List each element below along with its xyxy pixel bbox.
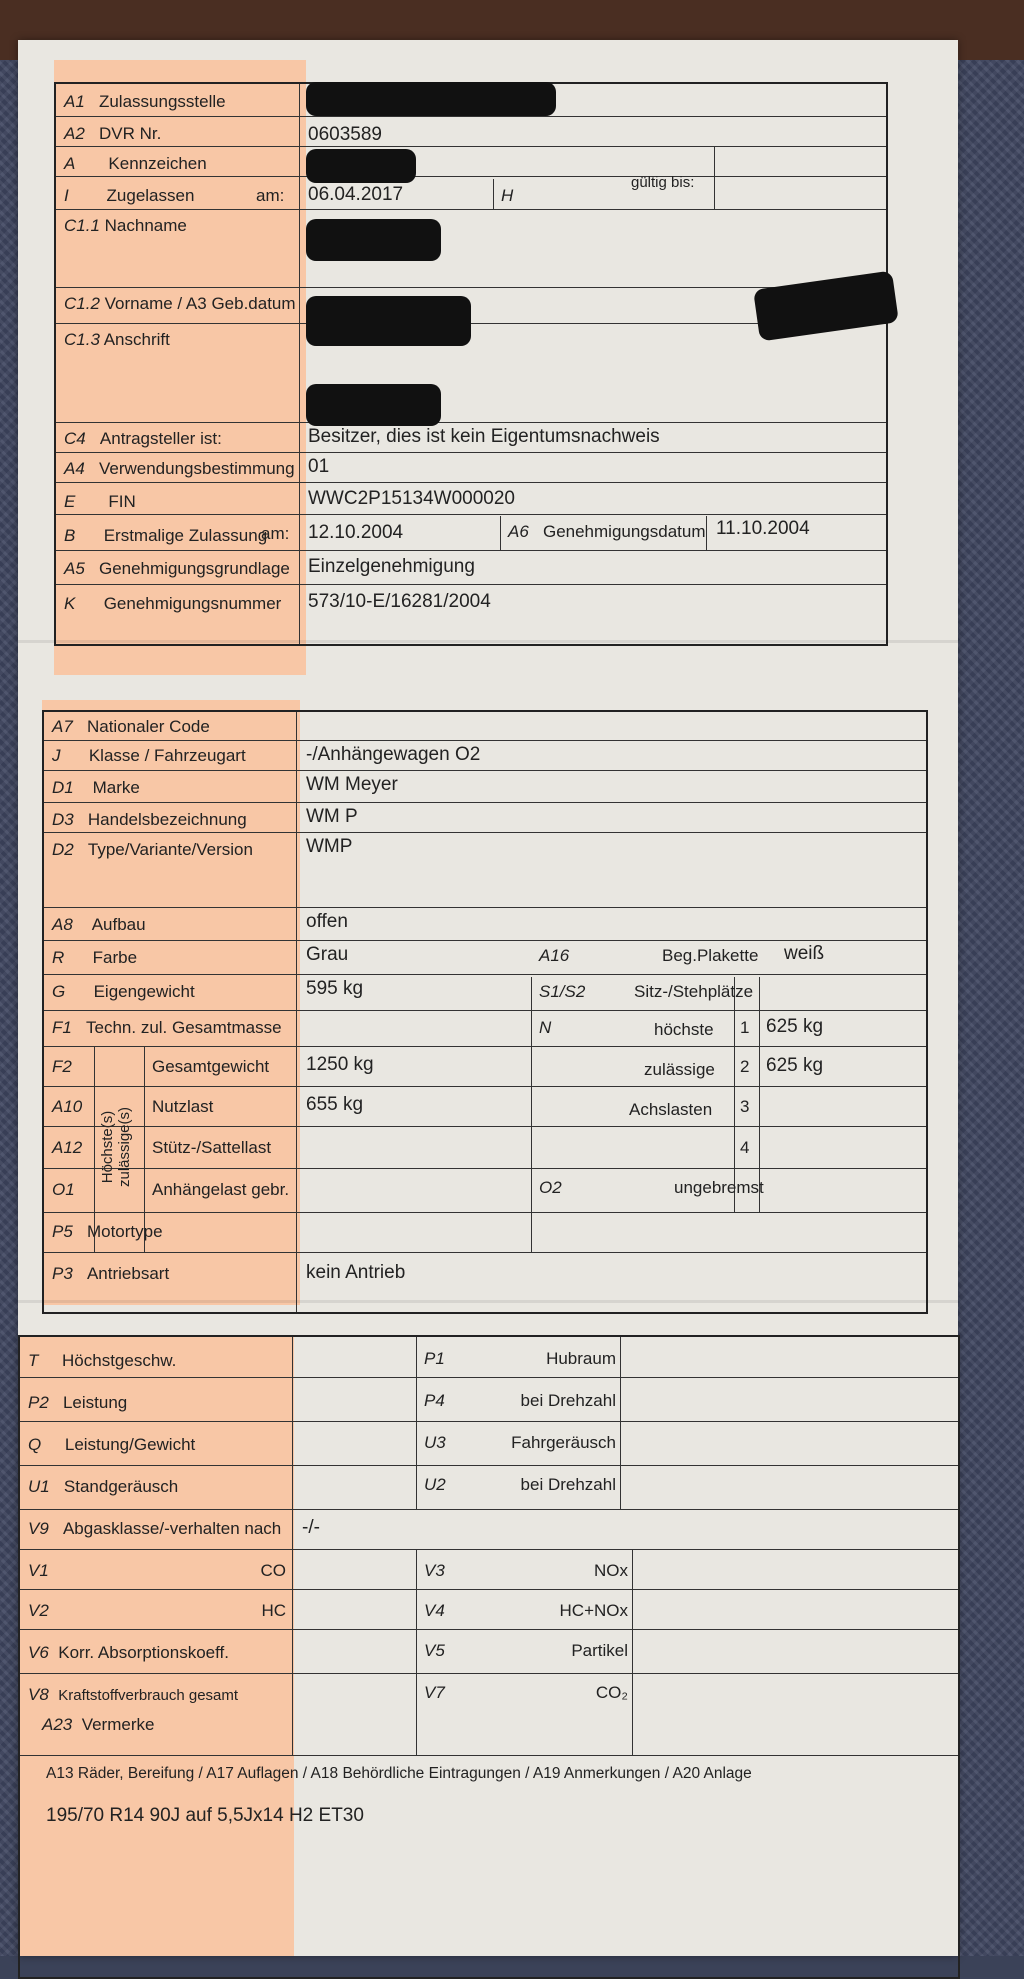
value-dvr: 0603589 — [308, 124, 382, 145]
label-ungebremst: ungebremst — [674, 1178, 764, 1197]
label-fin: FIN — [108, 492, 136, 511]
code-o2: O2 — [539, 1178, 562, 1197]
code-p4: P4 — [424, 1391, 445, 1410]
label-genehmigungsgrundlage: Genehmigungsgrundlage — [98, 559, 290, 578]
label-verwendung: Verwendungsbestimmung — [98, 459, 295, 478]
value-marke: WM Meyer — [306, 774, 398, 795]
code-a16: A16 — [539, 946, 570, 965]
label-eigengewicht: Eigengewicht — [93, 982, 195, 1001]
label-gesamtmasse: Techn. zul. Gesamtmasse — [86, 1018, 282, 1037]
code-k: K — [64, 594, 76, 613]
label-zulassungsstelle: Zulassungsstelle — [98, 92, 226, 111]
label-hoechstgeschw: Höchstgeschw. — [62, 1351, 177, 1370]
code-n: N — [539, 1018, 552, 1037]
code-p5: P5 — [52, 1222, 73, 1241]
value-abgasklasse: -/- — [302, 1517, 320, 1538]
label-nachname: Nachname — [104, 216, 187, 235]
code-a8: A8 — [52, 915, 73, 934]
label-handelsbezeichnung: Handelsbezeichnung — [87, 810, 247, 829]
label-zulaessige-n: zulässige — [644, 1060, 715, 1079]
registration-document — [18, 40, 958, 1956]
code-c13: C1.3 — [64, 330, 100, 349]
value-verwendung: 01 — [308, 456, 330, 477]
code-v1: V1 — [28, 1561, 49, 1580]
label-motortype: Motortype — [86, 1222, 163, 1241]
label-anhaengelast: Anhängelast gebr. — [152, 1180, 290, 1199]
code-g: G — [52, 982, 66, 1001]
code-v5: V5 — [424, 1641, 445, 1660]
value-zugelassen: 06.04.2017 — [308, 184, 404, 205]
label-aufbau: Aufbau — [91, 915, 146, 934]
axle-num: 1 — [740, 1018, 750, 1037]
code-c11: C1.1 — [64, 216, 100, 235]
code-a4: A4 — [64, 459, 85, 478]
value-a13: 195/70 R14 90J auf 5,5Jx14 H2 ET30 — [46, 1805, 364, 1826]
code-d3: D3 — [52, 810, 74, 829]
value-farbe: Grau — [306, 944, 349, 965]
code-f1: F1 — [52, 1018, 72, 1037]
code-f2: F2 — [52, 1057, 72, 1076]
value-genehmigungsgrundlage: Einzelgenehmigung — [308, 556, 475, 577]
code-v2: V2 — [28, 1601, 49, 1620]
label-bei-drehzahl: bei Drehzahl — [520, 1391, 616, 1410]
label-am: am: — [256, 186, 285, 205]
code-s1s2: S1/S2 — [539, 982, 586, 1001]
code-p3: P3 — [52, 1264, 73, 1283]
label-kennzeichen: Kennzeichen — [108, 154, 207, 173]
code-i: I — [64, 186, 69, 205]
label-a13: A13 Räder, Bereifung / A17 Auflagen / A18 Behördliche Eintragungen / A19 Anmerkungen / A20 Anlage — [46, 1765, 752, 1782]
section-a — [54, 82, 888, 646]
value-genehmigungsnummer: 573/10-E/16281/2004 — [308, 591, 491, 612]
section-c — [18, 1335, 960, 1979]
axle-num: 4 — [740, 1138, 750, 1157]
label-standgeraeusch: Standgeräusch — [63, 1477, 179, 1496]
value-fin: WWC2P15134W000020 — [308, 488, 515, 509]
code-a23: A23 — [42, 1715, 73, 1734]
label-nox: NOx — [594, 1561, 628, 1580]
code-p1: P1 — [424, 1349, 445, 1368]
code-u2: U2 — [424, 1475, 446, 1494]
axle-num: 3 — [740, 1097, 750, 1116]
code-a1: A1 — [64, 92, 85, 111]
label-bei-drehzahl-2: bei Drehzahl — [520, 1475, 616, 1494]
label-hubraum: Hubraum — [546, 1349, 616, 1368]
value-genehmigungsdatum: 11.10.2004 — [716, 518, 810, 539]
value-type: WMP — [306, 836, 353, 857]
label-marke: Marke — [92, 778, 140, 797]
label-genehmigungsnummer: Genehmigungsnummer — [103, 594, 282, 613]
label-farbe: Farbe — [92, 948, 138, 967]
label-hoechste-n: höchste — [654, 1020, 714, 1039]
code-a6: A6 — [508, 522, 529, 541]
label-h: H — [501, 186, 514, 205]
label-klasse: Klasse / Fahrzeugart — [88, 746, 246, 765]
label-zulaessige: zulässige(s) — [116, 1106, 133, 1188]
label-antriebsart: Antriebsart — [86, 1264, 170, 1283]
code-v6: V6 — [28, 1643, 49, 1662]
code-d2: D2 — [52, 840, 74, 859]
code-a2: A2 — [64, 124, 85, 143]
value-eigengewicht: 595 kg — [306, 978, 364, 999]
value-gesamtgewicht: 1250 kg — [306, 1054, 374, 1075]
label-co2: CO₂ — [595, 1683, 628, 1702]
code-j: J — [52, 746, 61, 765]
label-achslasten: Achslasten — [629, 1100, 713, 1119]
redaction-bar — [306, 82, 556, 116]
label-co: CO — [260, 1561, 286, 1580]
code-b: B — [64, 526, 76, 545]
label-nutzlast: Nutzlast — [152, 1097, 214, 1116]
value-antragsteller: Besitzer, dies ist kein Eigentumsnachweis — [308, 426, 660, 447]
label-stuetzlast: Stütz-/Sattellast — [152, 1138, 272, 1157]
label-gueltig: gültig bis: — [631, 174, 695, 191]
label-hc: HC — [261, 1601, 286, 1620]
label-kraftstoffverbrauch: Kraftstoffverbrauch gesamt — [58, 1687, 239, 1704]
code-a: A — [64, 154, 76, 173]
value-handelsbezeichnung: WM P — [306, 806, 358, 827]
label-am-b: am: — [261, 524, 290, 543]
label-antragsteller: Antragsteller ist: — [99, 429, 222, 448]
value-aufbau: offen — [306, 911, 348, 932]
code-q: Q — [28, 1435, 42, 1454]
code-v8: V8 — [28, 1685, 49, 1704]
code-u3: U3 — [424, 1433, 446, 1452]
redaction-bar — [306, 384, 441, 426]
axle-value: 625 kg — [766, 1055, 824, 1076]
code-t: T — [28, 1351, 39, 1370]
label-dvr: DVR Nr. — [98, 124, 162, 143]
label-vorname: Vorname / A3 Geb.datum — [104, 294, 296, 313]
label-leistung: Leistung — [62, 1393, 128, 1412]
label-anschrift: Anschrift — [103, 330, 170, 349]
code-v4: V4 — [424, 1601, 445, 1620]
label-sitzplaetze: Sitz-/Stehplätze — [634, 982, 754, 1001]
label-erstzulassung: Erstmalige Zulassung — [103, 526, 268, 545]
redaction-bar — [306, 149, 416, 183]
label-nationaler-code: Nationaler Code — [86, 717, 210, 736]
code-o1: O1 — [52, 1180, 75, 1199]
label-beg-plakette: Beg.Plakette — [662, 946, 759, 965]
code-c4: C4 — [64, 429, 86, 448]
value-klasse: -/Anhängewagen O2 — [306, 744, 481, 765]
code-v9: V9 — [28, 1519, 49, 1538]
code-v3: V3 — [424, 1561, 445, 1580]
section-b — [42, 710, 928, 1314]
code-e: E — [64, 492, 76, 511]
code-c12: C1.2 — [64, 294, 100, 313]
redaction-bar — [306, 219, 441, 261]
label-leistung-gewicht: Leistung/Gewicht — [64, 1435, 196, 1454]
code-d1: D1 — [52, 778, 74, 797]
code-a7: A7 — [52, 717, 73, 736]
label-abgasklasse: Abgasklasse/-verhalten nach — [62, 1519, 282, 1538]
code-p2: P2 — [28, 1393, 49, 1412]
label-type: Type/Variante/Version — [87, 840, 253, 859]
label-zugelassen: Zugelassen — [106, 186, 195, 205]
axle-num: 2 — [740, 1057, 750, 1076]
code-v7: V7 — [424, 1683, 445, 1702]
label-partikel: Partikel — [571, 1641, 628, 1660]
code-u1: U1 — [28, 1477, 50, 1496]
code-a5: A5 — [64, 559, 85, 578]
label-hoechste: Höchste(s) — [99, 1110, 116, 1184]
label-fahrgeraeusch: Fahrgeräusch — [511, 1433, 616, 1452]
value-nutzlast: 655 kg — [306, 1094, 364, 1115]
label-absorption: Korr. Absorptionskoeff. — [58, 1643, 229, 1662]
label-gesamtgewicht: Gesamtgewicht — [152, 1057, 270, 1076]
vertical-label — [96, 1052, 142, 1248]
axle-value: 625 kg — [766, 1016, 824, 1037]
code-a10: A10 — [52, 1097, 83, 1116]
label-vermerke: Vermerke — [81, 1715, 155, 1734]
value-erstzulassung: 12.10.2004 — [308, 522, 404, 543]
code-a12: A12 — [52, 1138, 83, 1157]
label-hc-nox: HC+NOx — [559, 1601, 628, 1620]
value-beg-plakette: weiß — [784, 943, 825, 964]
value-antriebsart: kein Antrieb — [306, 1262, 406, 1283]
label-genehmigungsdatum: Genehmigungsdatum — [542, 522, 706, 541]
redaction-bar — [306, 296, 471, 346]
code-r: R — [52, 948, 65, 967]
